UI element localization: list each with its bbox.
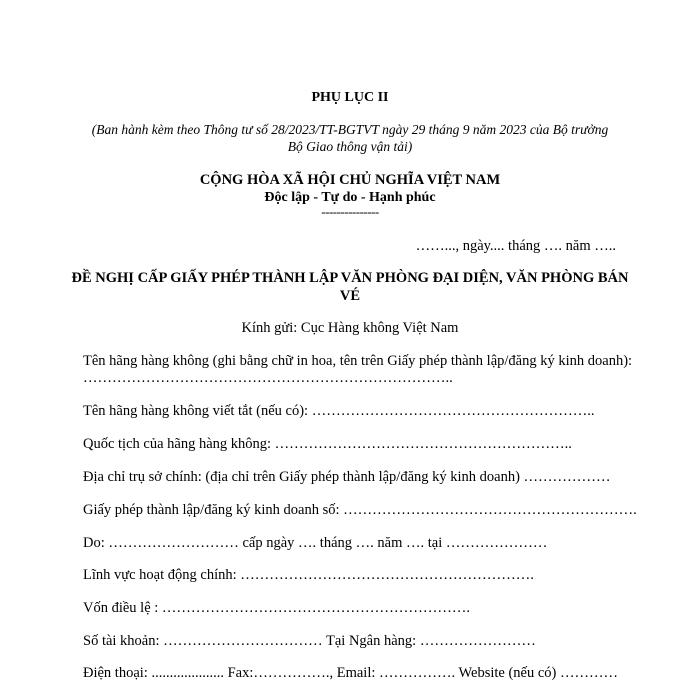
field-head-office-address: Địa chỉ trụ sở chính: (địa chỉ trên Giấy phép thành lập/đăng ký kinh doanh) ……………… (83, 469, 611, 485)
header-separator: --------------- (321, 204, 379, 219)
field-airline-abbreviation: Tên hãng hàng không viết tắt (nếu có): ………………………………………………….. (83, 403, 595, 419)
appendix-title: PHỤ LỤC II (311, 90, 389, 105)
field-airline-name: Tên hãng hàng không (ghi bằng chữ in hoa, tên trên Giấy phép thành lập/đăng ký kinh doanh): (83, 353, 633, 369)
field-airline-name-blank: ………………………………………………………………….. (83, 370, 453, 386)
field-license-number: Giấy phép thành lập/đăng ký kinh doanh số: ……………………………………………………. (83, 502, 637, 518)
issued-note-line1: (Ban hành kèm theo Thông tư số 28/2023/TT-BGTVT ngày 29 tháng 9 năm 2023 của Bộ trưởng (91, 122, 609, 137)
issued-note-line2: Bộ Giao thông vận tải) (287, 139, 413, 154)
form-title-line1: ĐỀ NGHỊ CẤP GIẤY PHÉP THÀNH LẬP VĂN PHÒNG ĐẠI DIỆN, VĂN PHÒNG BÁN (71, 270, 629, 286)
field-nationality: Quốc tịch của hãng hàng không: …………………………………………………….. (83, 436, 572, 452)
field-charter-capital: Vốn điều lệ : ………………………………………………………. (83, 600, 471, 616)
field-main-business: Lĩnh vực hoạt động chính: ……………………………………………………. (83, 567, 534, 583)
nation-title: CỘNG HÒA XÃ HỘI CHỦ NGHĨA VIỆT NAM (199, 172, 501, 188)
field-contact-info: Điện thoại: .................... Fax:……………., Email: ……………. Website (nếu có) ………… (83, 665, 619, 681)
motto: Độc lập - Tự do - Hạnh phúc (264, 190, 436, 205)
form-title-line2: VÉ (339, 288, 361, 304)
field-bank-account: Số tài khoản: …………………………… Tại Ngân hàng: …………………… (83, 633, 536, 649)
recipient-line: Kính gửi: Cục Hàng không Việt Nam (241, 320, 459, 336)
date-line: ……..., ngày.... tháng …. năm ….. (415, 238, 616, 254)
field-issued-by: Do: ……………………… cấp ngày …. tháng …. năm …. tại ………………… (83, 535, 548, 551)
